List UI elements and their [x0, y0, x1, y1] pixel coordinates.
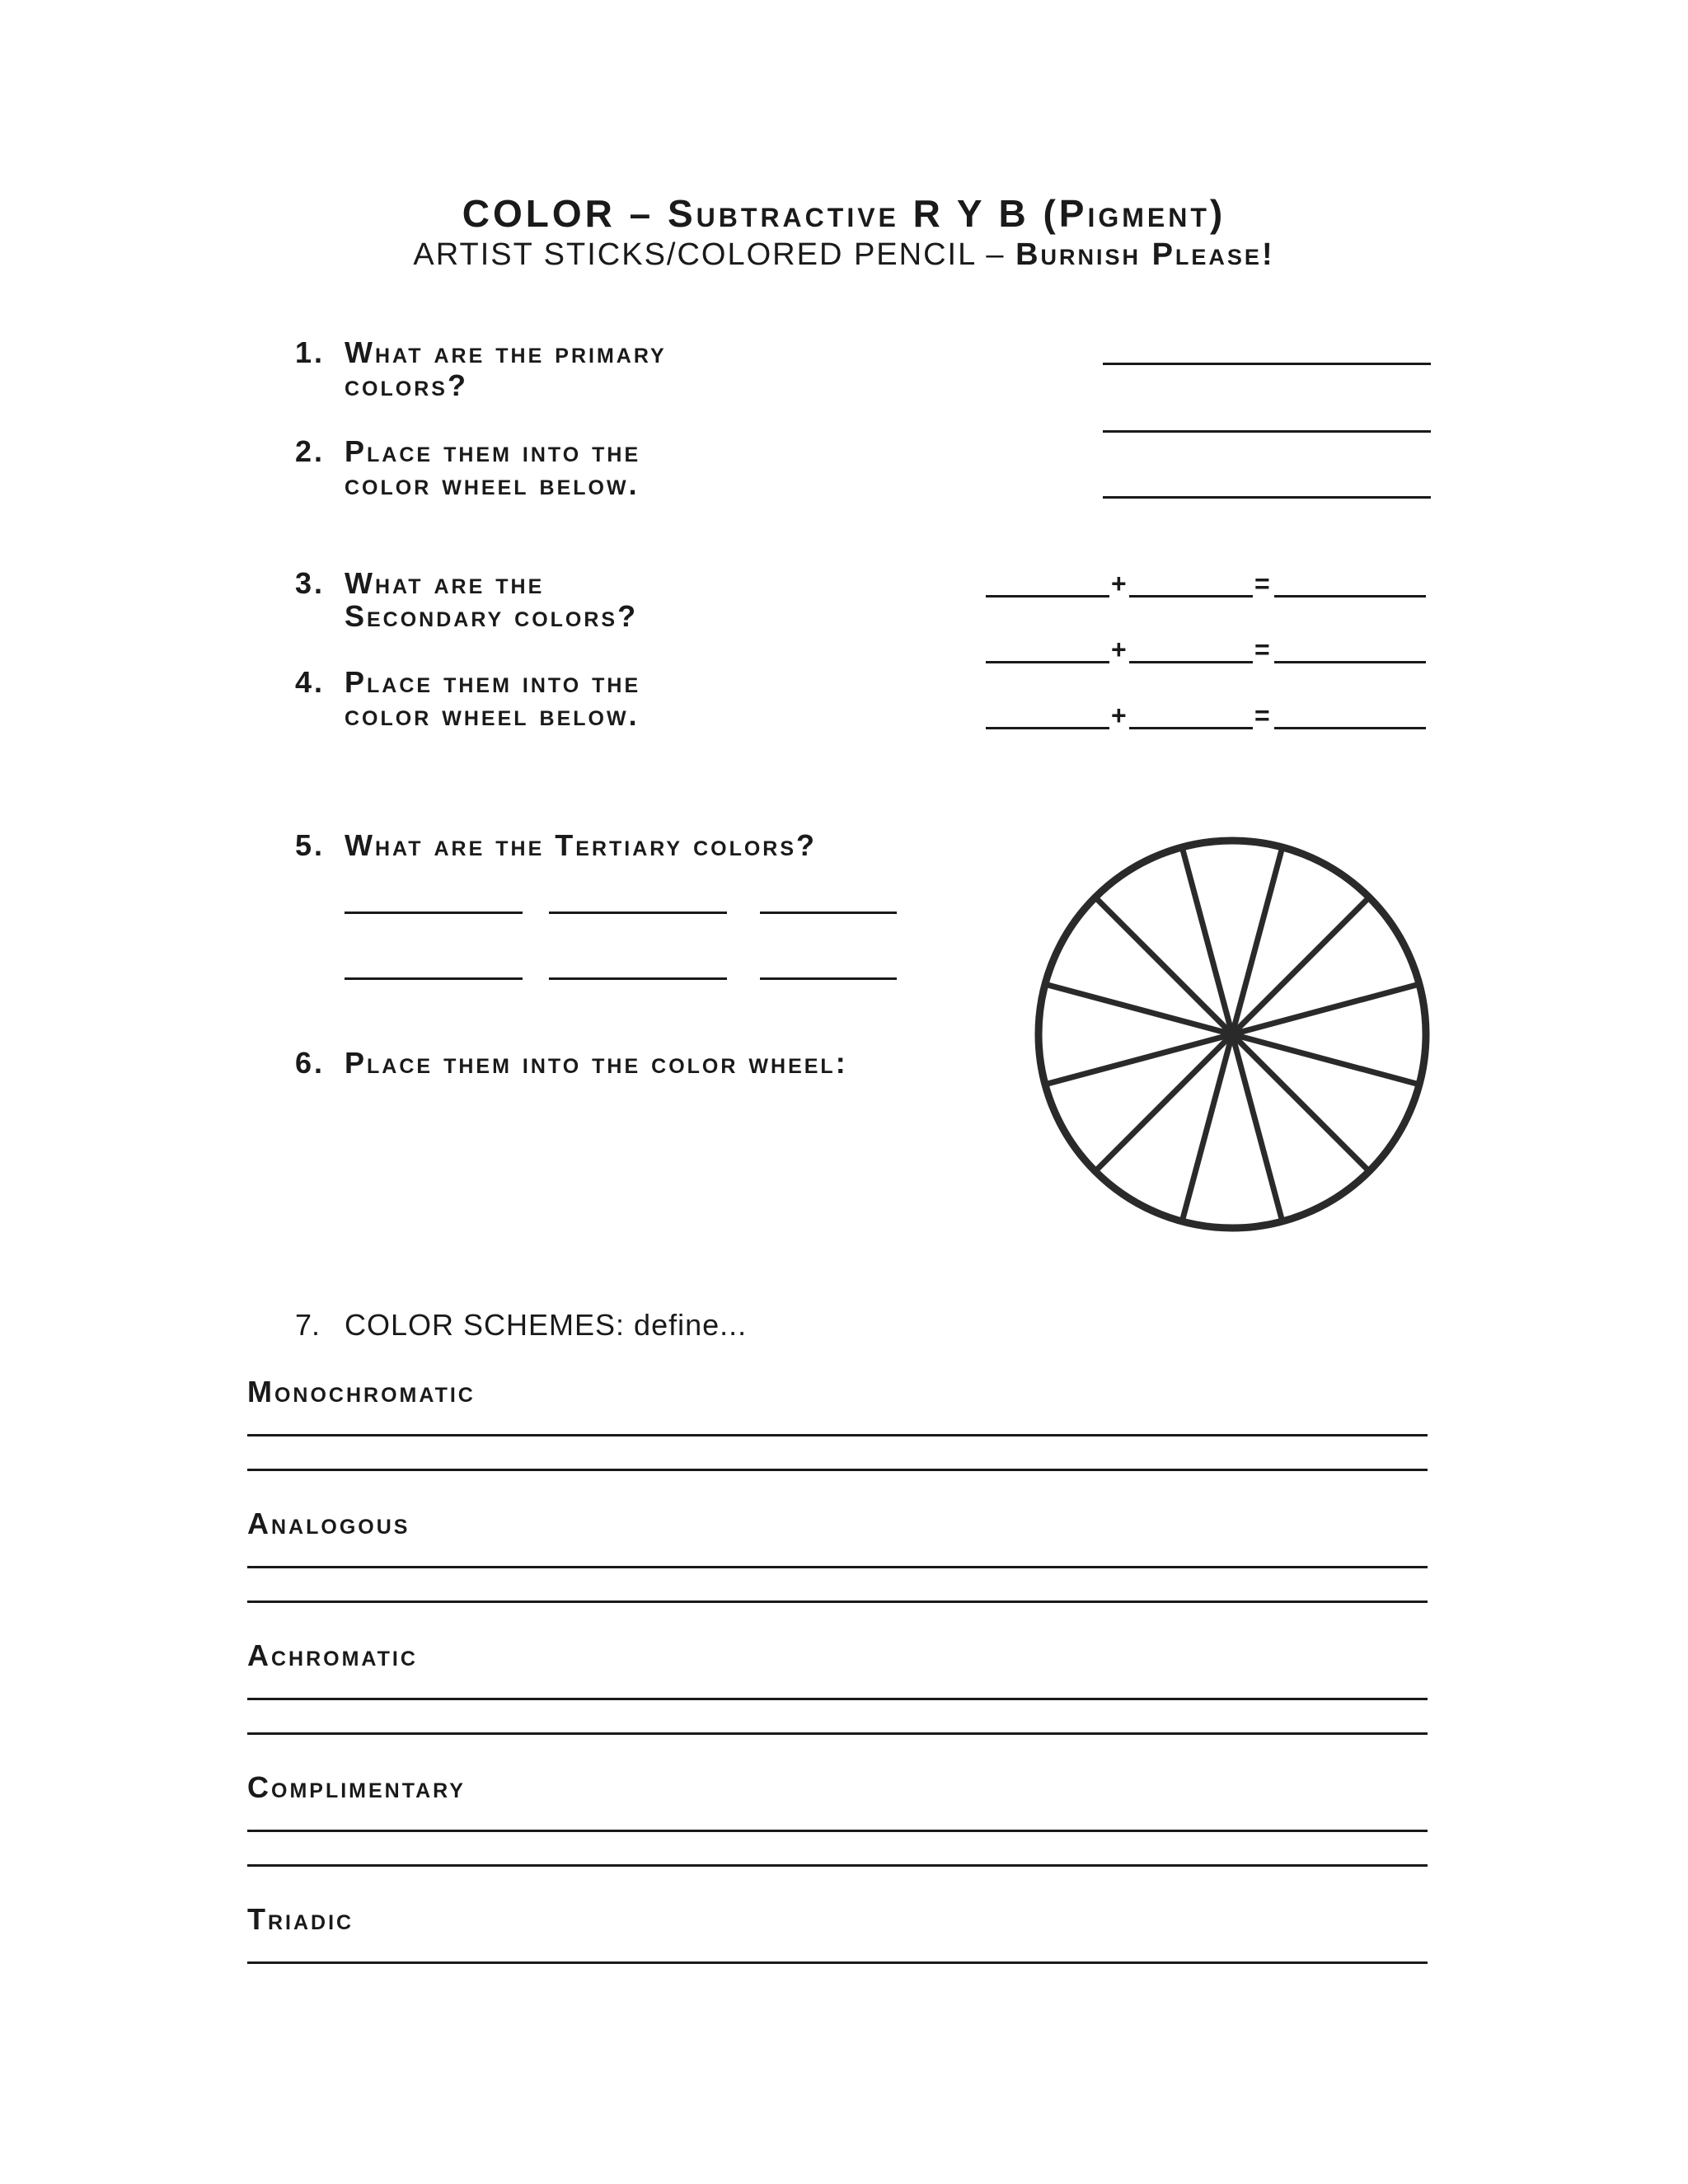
primary-answer-blank[interactable] [1103, 363, 1431, 365]
question-number: 7. [295, 1308, 321, 1342]
plus-sign: + [1111, 569, 1127, 598]
page-subtitle [0, 237, 1688, 273]
equals-sign: = [1254, 701, 1270, 730]
question-number: 4. [295, 665, 326, 699]
color-wheel[interactable] [1030, 832, 1434, 1236]
definition-line[interactable] [247, 1830, 1428, 1832]
definition-line[interactable] [247, 1698, 1428, 1700]
subtitle-emphasis: Burnish Please! [1015, 237, 1275, 272]
equation-result-blank[interactable] [1274, 595, 1426, 598]
question-number: 2. [295, 434, 326, 468]
equation-blank[interactable] [986, 595, 1109, 598]
definition-line[interactable] [247, 1469, 1428, 1471]
tertiary-answer-blank[interactable] [760, 977, 897, 980]
color-wheel-spokes [1045, 847, 1419, 1221]
plus-sign: + [1111, 701, 1127, 730]
tertiary-answer-blank[interactable] [345, 977, 523, 980]
scheme-label-complimentary: Complimentary [247, 1770, 466, 1804]
question-text-line: color wheel below. [345, 698, 640, 732]
question-number: 1. [295, 335, 326, 369]
question-text-line: What are the [345, 566, 545, 600]
definition-line[interactable] [247, 1601, 1428, 1603]
definition-line[interactable] [247, 1732, 1428, 1735]
scheme-label-achromatic: Achromatic [247, 1638, 418, 1672]
equation-blank[interactable] [1129, 595, 1253, 598]
tertiary-answer-blank[interactable] [549, 912, 727, 914]
tertiary-answer-blank[interactable] [549, 977, 727, 980]
equation-result-blank[interactable] [1274, 661, 1426, 663]
equation-blank[interactable] [1129, 727, 1253, 729]
question-text-line: What are the primary [345, 335, 667, 369]
question-text-line: Place them into the color wheel: [345, 1046, 848, 1080]
question-text-line: COLOR SCHEMES: define... [345, 1308, 748, 1342]
equation-blank[interactable] [986, 661, 1109, 663]
question-text-line: Place them into the [345, 434, 641, 468]
question-text-line: Place them into the [345, 665, 641, 699]
subtitle-main: ARTIST STICKS/COLORED PENCIL – [413, 237, 1016, 272]
tertiary-answer-blank[interactable] [760, 912, 897, 914]
scheme-label-monochromatic: Monochromatic [247, 1375, 476, 1408]
plus-sign: + [1111, 635, 1127, 664]
scheme-label-triadic: Triadic [247, 1902, 354, 1936]
question-number: 6. [295, 1046, 326, 1080]
definition-line[interactable] [247, 1864, 1428, 1867]
equation-blank[interactable] [986, 727, 1109, 729]
question-number: 5. [295, 828, 326, 862]
definition-line[interactable] [247, 1434, 1428, 1436]
question-text-line: What are the Tertiary colors? [345, 828, 818, 862]
equation-result-blank[interactable] [1274, 727, 1426, 729]
definition-line[interactable] [247, 1961, 1428, 1964]
tertiary-answer-blank[interactable] [345, 912, 523, 914]
question-number: 3. [295, 566, 326, 600]
equals-sign: = [1254, 635, 1270, 664]
primary-answer-blank[interactable] [1103, 496, 1431, 499]
question-text-line: colors? [345, 368, 468, 402]
question-text-line: color wheel below. [345, 467, 640, 501]
definition-line[interactable] [247, 1566, 1428, 1568]
equals-sign: = [1254, 569, 1270, 598]
question-text-line: Secondary colors? [345, 599, 639, 633]
scheme-label-analogous: Analogous [247, 1507, 410, 1540]
primary-answer-blank[interactable] [1103, 430, 1431, 433]
equation-blank[interactable] [1129, 661, 1253, 663]
page-title: COLOR – Subtractive R Y B (Pigment) [462, 192, 1226, 235]
